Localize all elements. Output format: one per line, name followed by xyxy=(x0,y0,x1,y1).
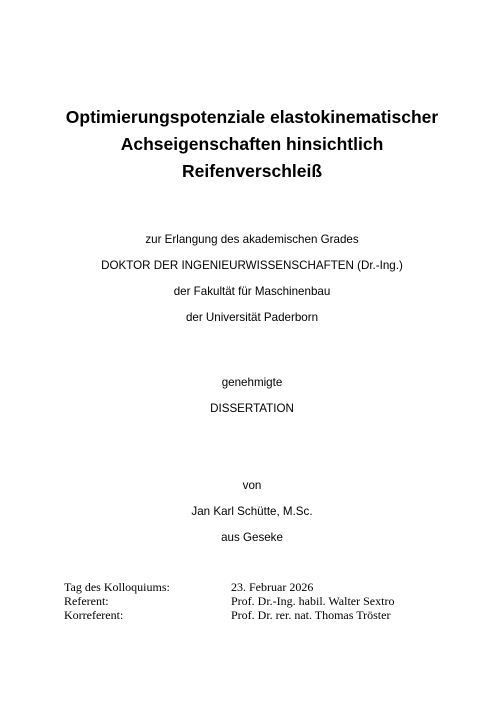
meta-value: Prof. Dr. rer. nat. Thomas Tröster xyxy=(231,608,391,622)
meta-row-colloquium-date xyxy=(64,580,394,594)
title-line-3: Reifenverschleiß xyxy=(181,161,323,181)
degree-name: DOKTOR DER INGENIEURWISSENSCHAFTEN (Dr.-Ing.) xyxy=(101,259,403,272)
author-prefix: von xyxy=(242,479,262,492)
author-name: Jan Karl Schütte, M.Sc. xyxy=(191,505,313,518)
meta-label: Korreferent: xyxy=(64,608,124,622)
dissertation-title xyxy=(0,104,504,185)
meta-label: Tag des Kolloquiums: xyxy=(64,580,170,594)
title-line-2: Achseigenschaften hinsichtlich xyxy=(120,134,384,154)
meta-row-referee xyxy=(64,594,394,608)
document-type: DISSERTATION xyxy=(210,402,294,415)
author-origin: aus Geseke xyxy=(221,531,283,544)
colloquium-details xyxy=(64,580,394,622)
university: der Universität Paderborn xyxy=(185,311,319,324)
meta-value: Prof. Dr.-Ing. habil. Walter Sextro xyxy=(231,594,395,608)
approval-status: genehmigte xyxy=(221,376,283,389)
title-line-1: Optimierungspotenziale elastokinematischer xyxy=(65,107,439,127)
meta-value: 23. Februar 2026 xyxy=(231,580,314,594)
meta-row-co-referee xyxy=(64,608,394,622)
degree-purpose: zur Erlangung des akademischen Grades xyxy=(145,233,359,246)
faculty: der Fakultät für Maschinenbau xyxy=(173,285,331,298)
meta-label: Referent: xyxy=(64,594,109,608)
